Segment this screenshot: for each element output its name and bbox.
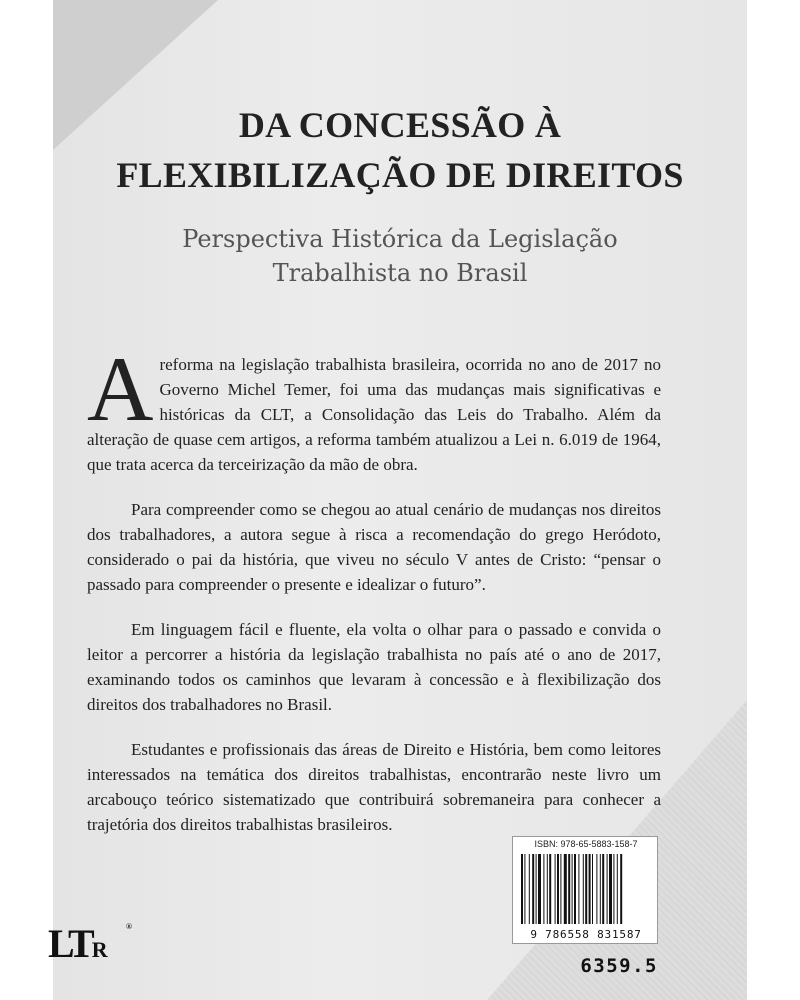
isbn-barcode-box [512,836,658,944]
barcode-icon [521,854,651,924]
drop-cap: A [87,338,154,440]
title-line-1: DA CONCESSÃO À [238,105,562,145]
barcode-bar [549,854,551,924]
title-line-2: FLEXIBILIZAÇÃO DE DIREITOS [116,155,684,195]
barcode-bar [568,854,570,924]
barcode-bar [609,854,612,924]
barcode-bar [607,854,608,924]
barcode-bar [583,854,584,924]
barcode-bar [600,854,601,924]
blurb [87,338,661,857]
barcode-bar [536,854,537,924]
paragraph-2: Para compreender como se chegou ao atual cenário de mudanças nos direitos dos trabalhadores, a autora segue à risca a recomendação do grego Heródoto, considerado o pai da história, que viveu no século V antes de Cristo: “pensar o passado para compreender o presente e idealizar o futuro”. [87,500,661,594]
barcode-bar [547,854,548,924]
subtitle-line-1: Perspectiva Histórica da Legislação [182,225,618,253]
isbn-label: ISBN: 978-65-5883-158-7 [534,839,638,849]
logo-r: R [91,937,108,962]
barcode-bar [557,854,559,924]
barcode-bar [596,854,597,924]
barcode-bar [617,854,618,924]
publisher-logo [48,920,132,967]
barcode-bar [532,854,534,924]
barcode-bar [592,854,593,924]
subtitle-line-2: Trabalhista no Brasil [272,259,528,287]
paragraph-1 [87,338,661,477]
barcode-bar [613,854,614,924]
book-subtitle [53,222,747,290]
barcode-number: 9 786558 831587 [530,928,642,941]
catalog-code: 6359.5 [580,955,658,977]
barcode-bar [529,854,530,924]
barcode-bar [560,854,561,924]
barcode-bar [543,854,544,924]
barcode-bar [578,854,579,924]
barcode-bar [572,854,573,924]
barcode-bar [555,854,556,924]
registered-mark: ® [126,922,132,931]
barcode-bar [521,854,523,924]
barcode-bar [574,854,576,924]
book-title [53,100,747,200]
barcode-bar [589,854,591,924]
barcode-bar [585,854,587,924]
barcode-bar [620,854,622,924]
paragraph-1-text: reforma na legislação trabalhista brasileira, ocorrida no ano de 2017 no Governo Michel Temer, foi uma das mudanças mais significativas e históricas da CLT, a Consolidação das Leis do Trabalho. Além da alteração de quase cem artigos, a reforma também atualizou a Lei n. 6.019 de 1964, que trata acerca da terceirização da mão de obra. [87,355,661,474]
paragraph-3: Em linguagem fácil e fluente, ela volta o olhar para o passado e convida o leitor a percorrer a história da legislação trabalhista no país até o ano de 2017, examinando todos os caminhos que levaram à concessão e à flexibilização dos direitos dos trabalhadores no Brasil. [87,620,661,714]
barcode-bar [524,854,525,924]
paragraph-4: Estudantes e profissionais das áreas de Direito e História, bem como leitores interessados na temática dos direitos trabalhistas, encontrarão neste livro um arcabouço teórico sistematizado que contribuirá sobremaneira para conhecer a trajetória dos direitos trabalhistas brasileiros. [87,740,661,834]
barcode-bar [602,854,604,924]
barcode-bar [538,854,541,924]
barcode-bar [564,854,567,924]
logo-lt: LT [48,921,92,966]
